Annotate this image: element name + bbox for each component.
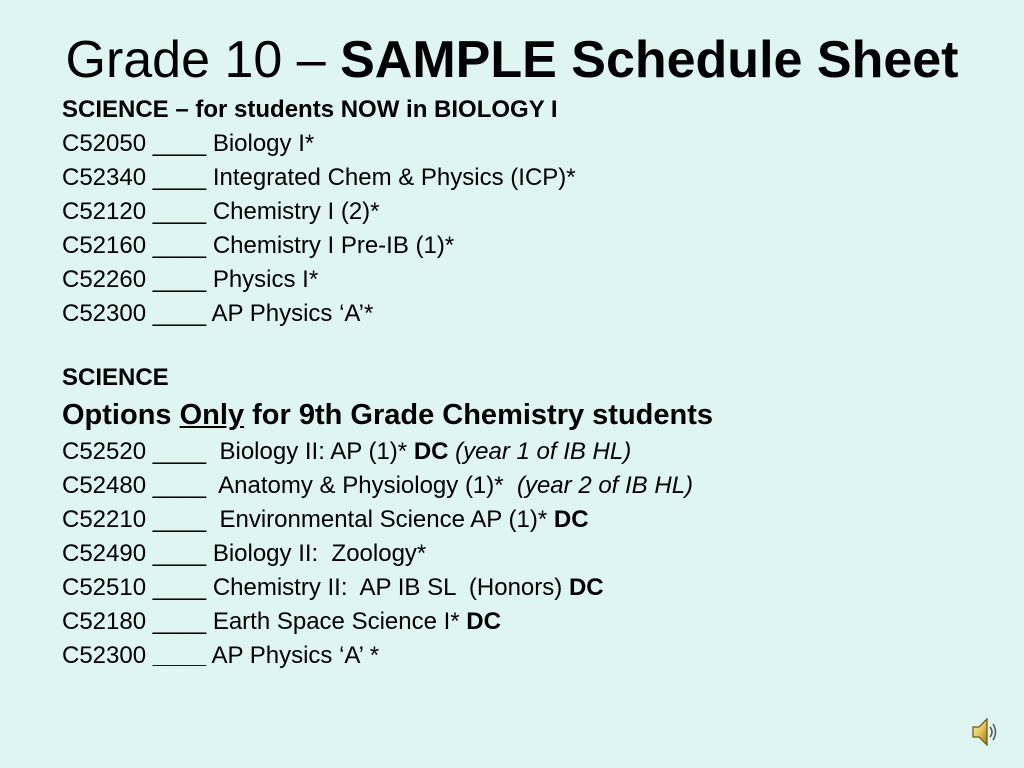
subheading-underlined: Only	[179, 399, 245, 431]
course-code: C52520	[62, 438, 147, 465]
course-name: Earth Space Science I*	[212, 608, 460, 635]
course-line	[62, 605, 1002, 639]
course-name: Biology II: Zoology*	[212, 540, 427, 567]
course-name: Physics I*	[212, 266, 319, 293]
course-blank: ____	[152, 608, 207, 635]
course-line	[62, 161, 1002, 195]
course-blank: ____	[152, 574, 207, 601]
course-blank: ____	[152, 232, 207, 259]
course-name: Environmental Science AP (1)*	[219, 506, 548, 533]
course-line	[62, 229, 1002, 263]
course-name: AP Physics ‘A’ *	[211, 642, 380, 669]
course-blank: ____	[152, 130, 207, 157]
course-blank: ____	[152, 506, 207, 533]
course-blank: ____	[152, 642, 207, 669]
section2-heading: SCIENCE	[62, 364, 169, 391]
speaker-icon-graphic	[970, 715, 1000, 749]
course-code: C52300	[62, 300, 147, 327]
course-name: AP Physics ‘A’*	[211, 300, 374, 327]
course-blank: ____	[152, 438, 207, 465]
course-note: (year 2 of IB HL)	[516, 472, 694, 499]
section-spacer	[62, 331, 1002, 361]
course-line	[62, 469, 1002, 503]
subheading-pre: Options	[62, 399, 180, 431]
course-blank: ____	[152, 540, 207, 567]
course-code: C52260	[62, 266, 147, 293]
course-name: Biology I*	[212, 130, 315, 157]
course-name: Chemistry I (2)*	[212, 198, 380, 225]
course-code: C52300	[62, 642, 147, 669]
course-name: Integrated Chem & Physics (ICP)*	[212, 164, 576, 191]
course-line	[62, 263, 1002, 297]
course-blank: ____	[152, 300, 207, 327]
course-code: C52180	[62, 608, 147, 635]
course-name: Biology II: AP (1)*	[219, 438, 408, 465]
speaker-icon[interactable]	[970, 715, 1000, 749]
course-blank: ____	[152, 266, 207, 293]
course-name: Chemistry I Pre-IB (1)*	[212, 232, 455, 259]
section1-heading: SCIENCE – for students NOW in BIOLOGY I	[62, 96, 558, 123]
course-line	[62, 297, 1002, 331]
course-line	[62, 195, 1002, 229]
dc-label: DC	[466, 608, 501, 635]
course-name: Chemistry II: AP IB SL (Honors)	[212, 574, 563, 601]
course-line	[62, 571, 1002, 605]
dc-label: DC	[413, 438, 449, 465]
title-main: SAMPLE Schedule Sheet	[340, 31, 959, 89]
dc-label: DC	[568, 574, 604, 601]
dc-label: DC	[553, 506, 589, 533]
section2-subheading	[62, 395, 1002, 435]
course-code: C52510	[62, 574, 147, 601]
course-code: C52210	[62, 506, 147, 533]
course-line	[62, 537, 1002, 571]
course-line	[62, 435, 1002, 469]
course-code: C52160	[62, 232, 147, 259]
course-code: C52050	[62, 130, 147, 157]
slide-content	[62, 93, 1002, 673]
course-line	[62, 127, 1002, 161]
course-code: C52120	[62, 198, 147, 225]
title-prefix: Grade 10 –	[65, 31, 341, 89]
subheading-post: for 9th Grade Chemistry students	[244, 399, 714, 431]
course-name: Anatomy & Physiology (1)*	[218, 472, 504, 499]
slide-title	[0, 28, 1024, 92]
course-code: C52490	[62, 540, 147, 567]
course-blank: ____	[152, 198, 207, 225]
course-code: C52340	[62, 164, 147, 191]
course-code: C52480	[62, 472, 147, 499]
course-line	[62, 639, 1002, 673]
course-blank: ____	[152, 472, 207, 499]
course-blank: ____	[152, 164, 207, 191]
course-line	[62, 503, 1002, 537]
course-note: (year 1 of IB HL)	[455, 438, 632, 465]
